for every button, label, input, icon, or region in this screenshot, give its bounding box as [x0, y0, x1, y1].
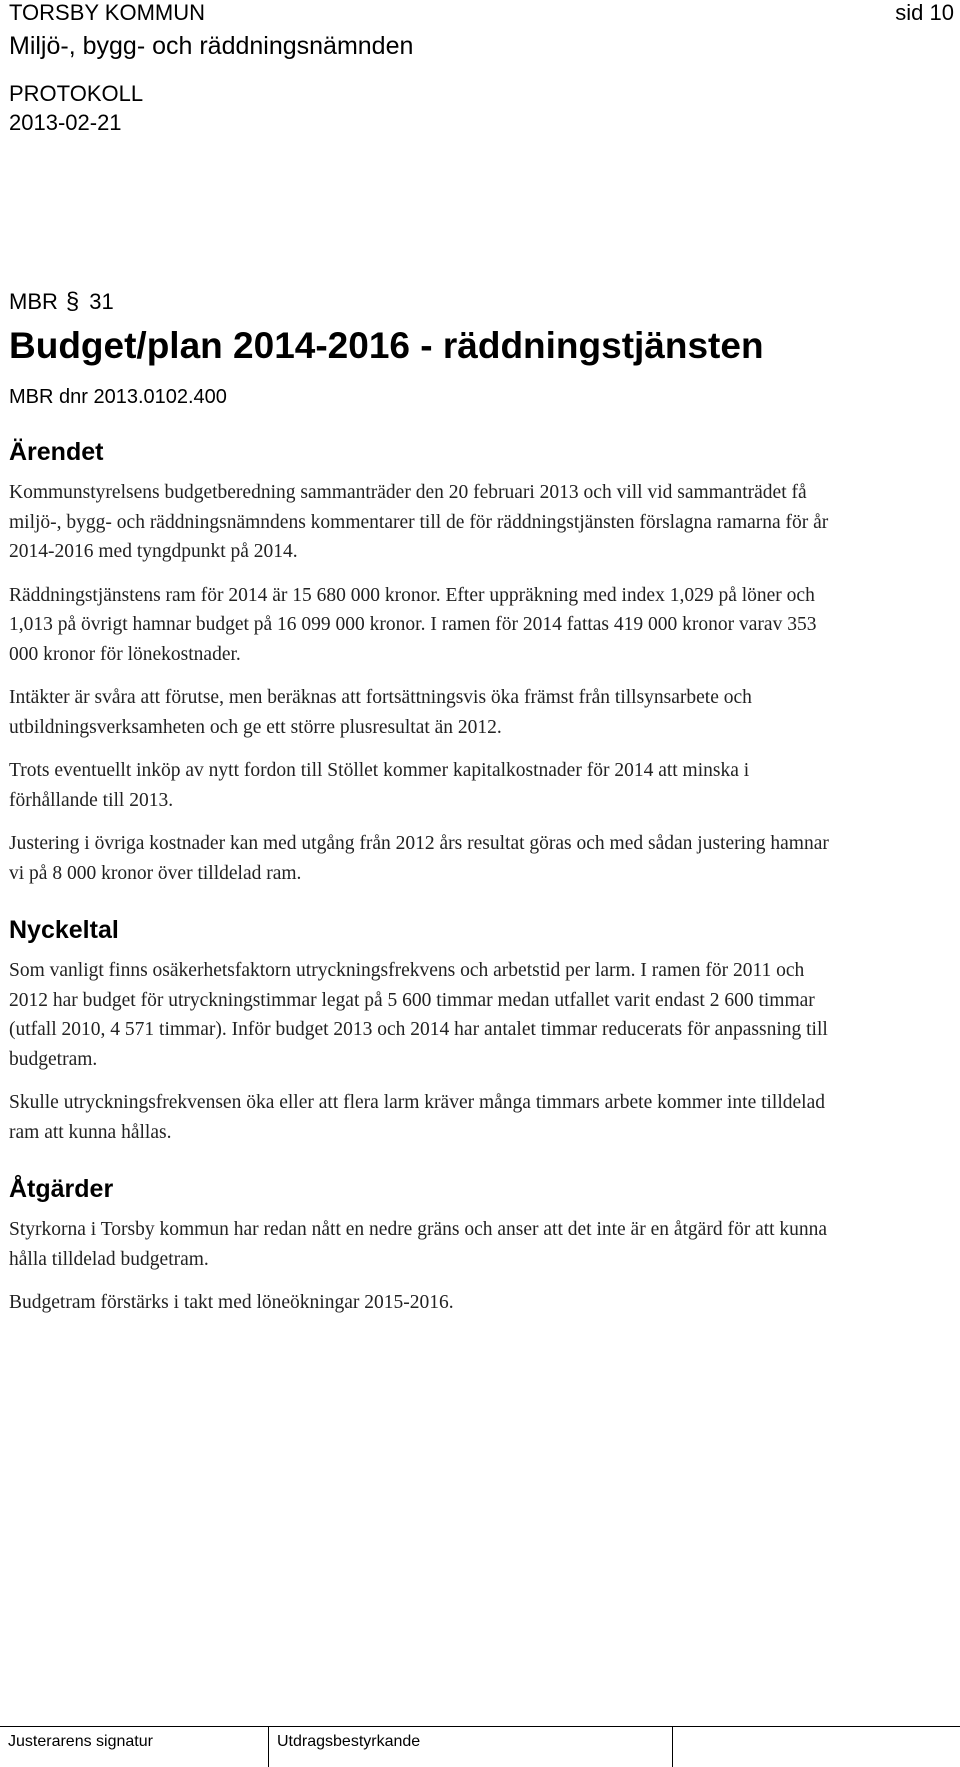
- committee-name: Miljö-, bygg- och räddningsnämnden: [9, 32, 414, 60]
- signature-footer: [0, 1726, 960, 1751]
- nyckeltal-heading: Nyckeltal: [9, 916, 119, 944]
- signature-box: [0, 1727, 268, 1767]
- atgarder-section: [9, 1173, 829, 1318]
- arendet-paragraph: Kommunstyrelsens budgetberedning sammanträder den 20 februari 2013 och vill vid sammanträdet få miljö-, bygg- och räddningsnämndens kommentarer till de för räddningstjänsten förslagna ramarna för år 2014-2016 med tyngdpunkt på 2014.: [9, 482, 829, 562]
- document-body: [9, 436, 829, 1332]
- atgarder-paragraph: Budgetram förstärks i takt med löneökningar 2015-2016.: [9, 1292, 454, 1313]
- nyckeltal-paragraph: Skulle utryckningsfrekvensen öka eller att flera larm kräver många timmars arbete kommer inte tilldelad ram att kunna hållas.: [9, 1092, 825, 1143]
- arendet-paragraph: Räddningstjänstens ram för 2014 är 15 680 000 kronor. Efter uppräkning med index 1,029 på löner och 1,013 på övrigt hamnar budget på 16 099 000 kronor. I ramen för 2014 fattas 419 000 kronor varav 353 000 kronor för lönekostnader.: [9, 584, 817, 665]
- document-date: 2013-02-21: [9, 110, 122, 135]
- extract-certification-box: [268, 1727, 672, 1767]
- empty-footer-box: [672, 1727, 960, 1767]
- extract-label: Utdragsbestyrkande: [277, 1733, 421, 1750]
- arendet-paragraph: Justering i övriga kostnader kan med utgång från 2012 års resultat göras och med sådan justering hamnar vi på 8 000 kronor över tilldelad ram.: [9, 833, 829, 884]
- section-prefix: MBR: [9, 289, 58, 314]
- paragraph-symbol: §: [65, 288, 80, 315]
- nyckeltal-section: [9, 914, 829, 1147]
- case-number: MBR dnr 2013.0102.400: [9, 386, 227, 408]
- page-title: Budget/plan 2014-2016 - räddningstjänsten: [9, 325, 764, 366]
- arendet-heading: Ärendet: [9, 438, 104, 466]
- nyckeltal-paragraph: Som vanligt finns osäkerhetsfaktorn utryckningsfrekvens och arbetstid per larm. I ramen för 2011 och 2012 har budget för utryckningstimmar legat på 5 600 timmar medan utfallet varit endast 2 600 timmar (utfall 2010, 4 571 timmar). Inför budget 2013 och 2014 har antalet timmar reducerats för anpassning till budgetram.: [9, 960, 828, 1070]
- signature-label: Justerarens signatur: [8, 1733, 153, 1750]
- organization-name: TORSBY KOMMUN: [9, 0, 205, 25]
- atgarder-paragraph: Styrkorna i Torsby kommun har redan nått en nedre gräns och anser att det inte är en åtgärd för att kunna hålla tilldelad budgetram.: [9, 1219, 828, 1270]
- section-reference: [9, 288, 114, 316]
- document-type: PROTOKOLL: [9, 81, 144, 106]
- arendet-section: [9, 436, 829, 888]
- page-number: sid 10: [895, 0, 954, 25]
- arendet-paragraph: Trots eventuellt inköp av nytt fordon till Stöllet kommer kapitalkostnader för 2014 att minska i förhållande till 2013.: [9, 760, 750, 811]
- section-number: 31: [89, 289, 114, 314]
- arendet-paragraph: Intäkter är svåra att förutse, men beräknas att fortsättningsvis öka främst från tillsynsarbete och utbildningsverksamheten och ge ett större plusresultat än 2012.: [9, 687, 752, 738]
- atgarder-heading: Åtgärder: [9, 1175, 114, 1203]
